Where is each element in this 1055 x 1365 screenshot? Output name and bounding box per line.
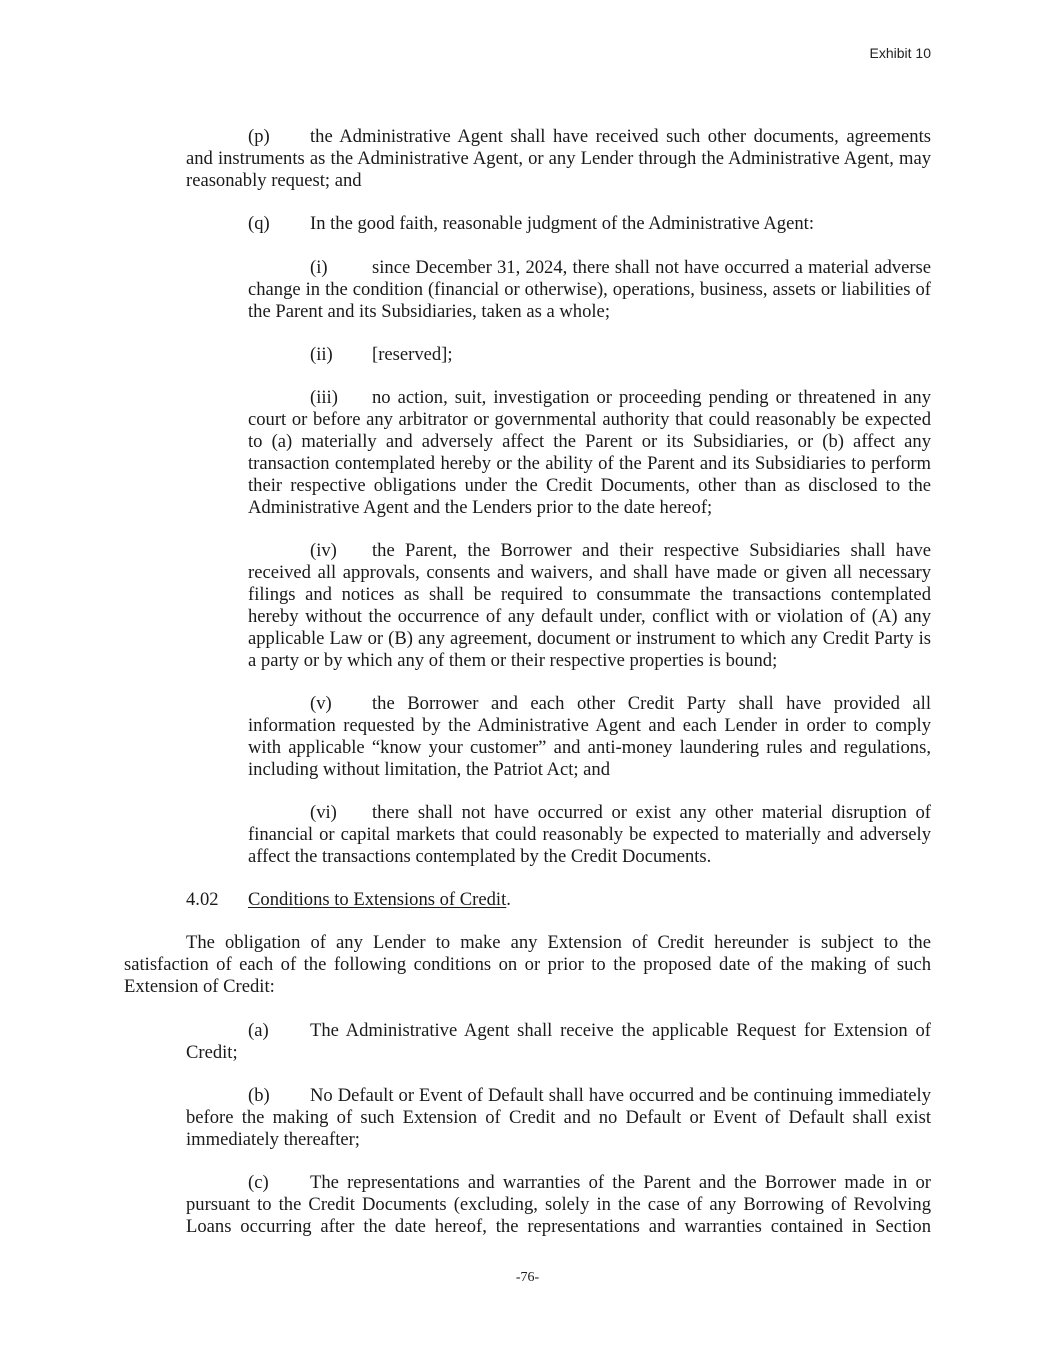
clause-label: (c) xyxy=(248,1172,269,1193)
page-number: -76- xyxy=(515,1270,540,1285)
condition-a xyxy=(186,1020,931,1064)
clause-text: The representations and warranties of the Parent and the Borrower made in or pursuant to the Credit Documents (excluding, solely in the case of any Borrowing of Revolving Loans occurring after the date hereof, the representations and warranties contained in Section xyxy=(186,1172,931,1237)
clause-text: No Default or Event of Default shall have occurred and be continuing immediately before the making of such Extension of Credit and no Default or Event of Default shall exist immediately thereafter; xyxy=(186,1085,931,1150)
clause-q xyxy=(186,213,931,235)
condition-c xyxy=(186,1172,931,1238)
clause-p xyxy=(186,126,931,192)
clause-i xyxy=(248,257,931,323)
clause-iii xyxy=(248,387,931,519)
clause-label: (vi) xyxy=(310,802,337,823)
clause-text: the Administrative Agent shall have received such other documents, agreements and instruments as the Administrative Agent, or any Lender through the Administrative Agent, may reasonably request; and xyxy=(186,126,931,191)
clause-label: (b) xyxy=(248,1085,270,1106)
section-title-suffix: . xyxy=(506,889,511,910)
clause-label: (ii) xyxy=(310,344,333,365)
clause-text: The Administrative Agent shall receive the applicable Request for Extension of Credit; xyxy=(186,1020,931,1063)
clause-v xyxy=(248,693,931,781)
clause-ii xyxy=(248,344,931,366)
clause-label: (i) xyxy=(310,257,328,278)
exhibit-label: Exhibit 10 xyxy=(869,45,931,61)
clause-label: (iv) xyxy=(310,540,337,561)
clause-text: since December 31, 2024, there shall not have occurred a material adverse change in the condition (financial or otherwise), operations, business, assets or liabilities of the Parent and its Subsidiaries, taken as a whole; xyxy=(248,257,931,322)
clause-vi xyxy=(248,802,931,868)
clause-text: the Borrower and each other Credit Party shall have provided all information requested by the Administrative Agent and each Lender in order to comply with applicable “know your customer” and anti-money laundering rules and regulations, including without limitation, the Patriot Act; and xyxy=(248,693,931,780)
clause-text: In the good faith, reasonable judgment of the Administrative Agent: xyxy=(310,213,814,234)
clause-text: the Parent, the Borrower and their respective Subsidiaries shall have received all approvals, consents and waivers, and shall have made or given all necessary filings and notices as shall be required to consummate the transactions contemplated hereby without the occurrence of any default under, conflict with or violation of (A) any applicable Law or (B) any agreement, document or instrument to which any Credit Party is a party or by which any of them or their respective properties is bound; xyxy=(248,540,931,671)
clause-iv xyxy=(248,540,931,672)
section-heading xyxy=(186,889,511,911)
clause-text: there shall not have occurred or exist any other material disruption of financial or capital markets that could reasonably be expected to materially and adversely affect the transactions contemplated by the Credit Documents. xyxy=(248,802,931,867)
clause-label: (a) xyxy=(248,1020,269,1041)
section-title: Conditions to Extensions of Credit xyxy=(248,889,507,910)
clause-label: (p) xyxy=(248,126,270,147)
clause-label: (iii) xyxy=(310,387,338,408)
section-number: 4.02 xyxy=(186,889,219,910)
clause-label: (v) xyxy=(310,693,332,714)
condition-b xyxy=(186,1085,931,1151)
clause-text: no action, suit, investigation or proceeding pending or threatened in any court or before any arbitrator or governmental authority that could reasonably be expected to (a) materially and adversely affect the Parent or its Subsidiaries, or (b) affect any transaction contemplated hereby or the ability of the Parent and its Subsidiaries to perform their respective obligations under the Credit Documents, other than as disclosed to the Administrative Agent and the Lenders prior to the date hereof; xyxy=(248,387,931,518)
section-intro: The obligation of any Lender to make any Extension of Credit hereunder is subject to the satisfaction of each of the following conditions on or prior to the proposed date of the making of such Extension of Credit: xyxy=(124,932,931,997)
clause-text: [reserved]; xyxy=(372,344,453,365)
clause-label: (q) xyxy=(248,213,270,234)
